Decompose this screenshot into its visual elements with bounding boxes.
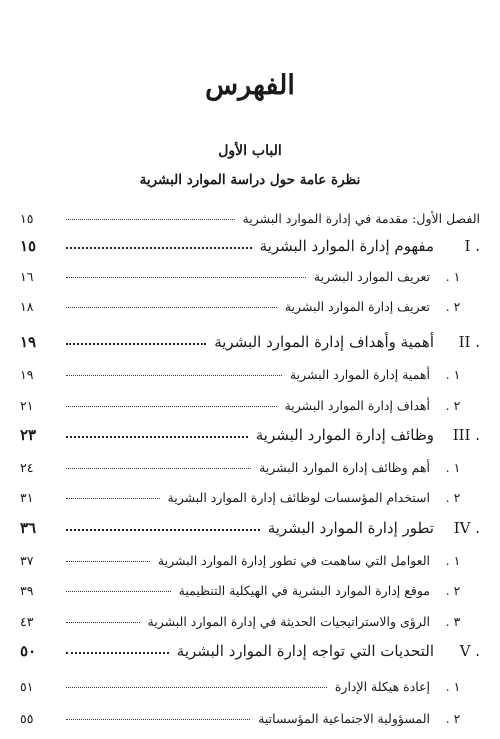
section-number: IV .	[453, 519, 480, 537]
dot-leader	[66, 277, 306, 278]
toc-subsection-row[interactable]	[20, 542, 480, 568]
dot-leader	[66, 468, 251, 469]
subsection-number: ٢ .	[445, 583, 461, 598]
entry-title: أهمية إدارة الموارد البشرية	[289, 367, 430, 382]
subsection-number: ٢ .	[445, 398, 461, 413]
page-number: ٢٤	[20, 460, 34, 475]
page-title: الفهرس	[205, 70, 295, 101]
page-number: ٥٠	[20, 642, 37, 660]
page-number: ٣٩	[20, 583, 34, 598]
part-subtitle: نظرة عامة حول دراسة الموارد البشرية	[139, 172, 361, 188]
page-number: ١٩	[20, 333, 37, 351]
dot-leader	[66, 498, 160, 499]
page-number: ١٥	[20, 211, 34, 226]
entry-title: أهداف إدارة الموارد البشرية	[284, 398, 430, 413]
dot-leader	[66, 343, 206, 345]
page-number: ٤٣	[20, 614, 34, 629]
entry-title: وظائف إدارة الموارد البشرية	[255, 426, 434, 444]
page-number: ٣١	[20, 490, 34, 505]
page-number: ٢١	[20, 398, 34, 413]
toc-subsection-row[interactable]	[20, 700, 480, 726]
toc-subsection-row[interactable]	[20, 356, 480, 382]
section-number: I .	[464, 237, 480, 255]
entry-title: الفصل الأول: مقدمة في إدارة الموارد البشرية	[242, 211, 480, 226]
toc-section-row[interactable]	[20, 325, 480, 351]
dot-leader	[66, 219, 235, 220]
dot-leader	[66, 406, 277, 407]
dot-leader	[66, 529, 260, 531]
entry-title: تعريف الموارد البشرية	[313, 269, 430, 284]
toc-subsection-row[interactable]	[20, 479, 480, 505]
page-number: ٥١	[20, 679, 34, 694]
page-number: ١٨	[20, 299, 34, 314]
subsection-number: ٢ .	[445, 490, 461, 505]
toc-section-row[interactable]	[20, 511, 480, 537]
toc-section-row[interactable]	[20, 229, 480, 255]
page-number: ٣٧	[20, 553, 34, 568]
page-number: ١٥	[20, 237, 37, 255]
page-number: ١٩	[20, 367, 34, 382]
entry-title: المسؤولية الاجتماعية المؤسساتية	[258, 711, 430, 726]
entry-title: تطور إدارة الموارد البشرية	[267, 519, 434, 537]
entry-title: مفهوم إدارة الموارد البشرية	[259, 237, 434, 255]
toc-subsection-row[interactable]	[20, 387, 480, 413]
subsection-number: ١ .	[445, 269, 461, 284]
page-number: ٣٦	[20, 519, 37, 537]
entry-title: الرؤى والاستراتيجيات الحديثة في إدارة الموارد البشرية	[147, 614, 430, 629]
entry-title: موقع إدارة الموارد البشرية في الهيكلية التنظيمية	[178, 583, 430, 598]
page-number: ٥٥	[20, 711, 34, 726]
subsection-number: ٢ .	[445, 299, 461, 314]
entry-title: التحديات التي تواجه إدارة الموارد البشرية	[176, 642, 434, 660]
section-number: V .	[459, 642, 480, 660]
dot-leader	[66, 375, 282, 376]
toc-subsection-row[interactable]	[20, 668, 480, 694]
toc-subsection-row[interactable]	[20, 258, 480, 284]
entry-title: استخدام المؤسسات لوظائف إدارة الموارد البشرية	[167, 490, 430, 505]
dot-leader	[66, 622, 140, 623]
subsection-number: ١ .	[445, 679, 461, 694]
dot-leader	[66, 687, 327, 688]
toc-section-row[interactable]	[20, 634, 480, 660]
part-heading: الباب الأول	[218, 143, 282, 159]
dot-leader	[66, 591, 171, 592]
subsection-number: ١ .	[445, 553, 461, 568]
dot-leader	[66, 719, 250, 720]
subsection-number: ١ .	[445, 367, 461, 382]
subsection-number: ٣ .	[445, 614, 461, 629]
toc-subsection-row[interactable]	[20, 288, 480, 314]
subsection-number: ٢ .	[445, 711, 461, 726]
dot-leader	[66, 247, 252, 249]
toc-chapter-row[interactable]	[20, 200, 480, 226]
dot-leader	[66, 561, 150, 562]
entry-title: العوامل التي ساهمت في تطور إدارة الموارد البشرية	[157, 553, 430, 568]
dot-leader	[66, 307, 277, 308]
toc-section-row[interactable]	[20, 418, 480, 444]
dot-leader	[66, 436, 248, 438]
section-number: III .	[452, 426, 480, 444]
toc-subsection-row[interactable]	[20, 603, 480, 629]
toc-subsection-row[interactable]	[20, 572, 480, 598]
entry-title: أهم وظائف إدارة الموارد البشرية	[259, 460, 430, 475]
entry-title: أهمية وأهداف إدارة الموارد البشرية	[214, 333, 434, 351]
page-number: ١٦	[20, 269, 34, 284]
dot-leader	[66, 652, 169, 654]
subsection-number: ١ .	[445, 460, 461, 475]
entry-title: إعادة هيكلة الإدارة	[334, 679, 430, 694]
section-number: II .	[458, 333, 480, 351]
entry-title: تعريف إدارة الموارد البشرية	[284, 299, 430, 314]
page-number: ٢٣	[20, 426, 37, 444]
toc-subsection-row[interactable]	[20, 449, 480, 475]
